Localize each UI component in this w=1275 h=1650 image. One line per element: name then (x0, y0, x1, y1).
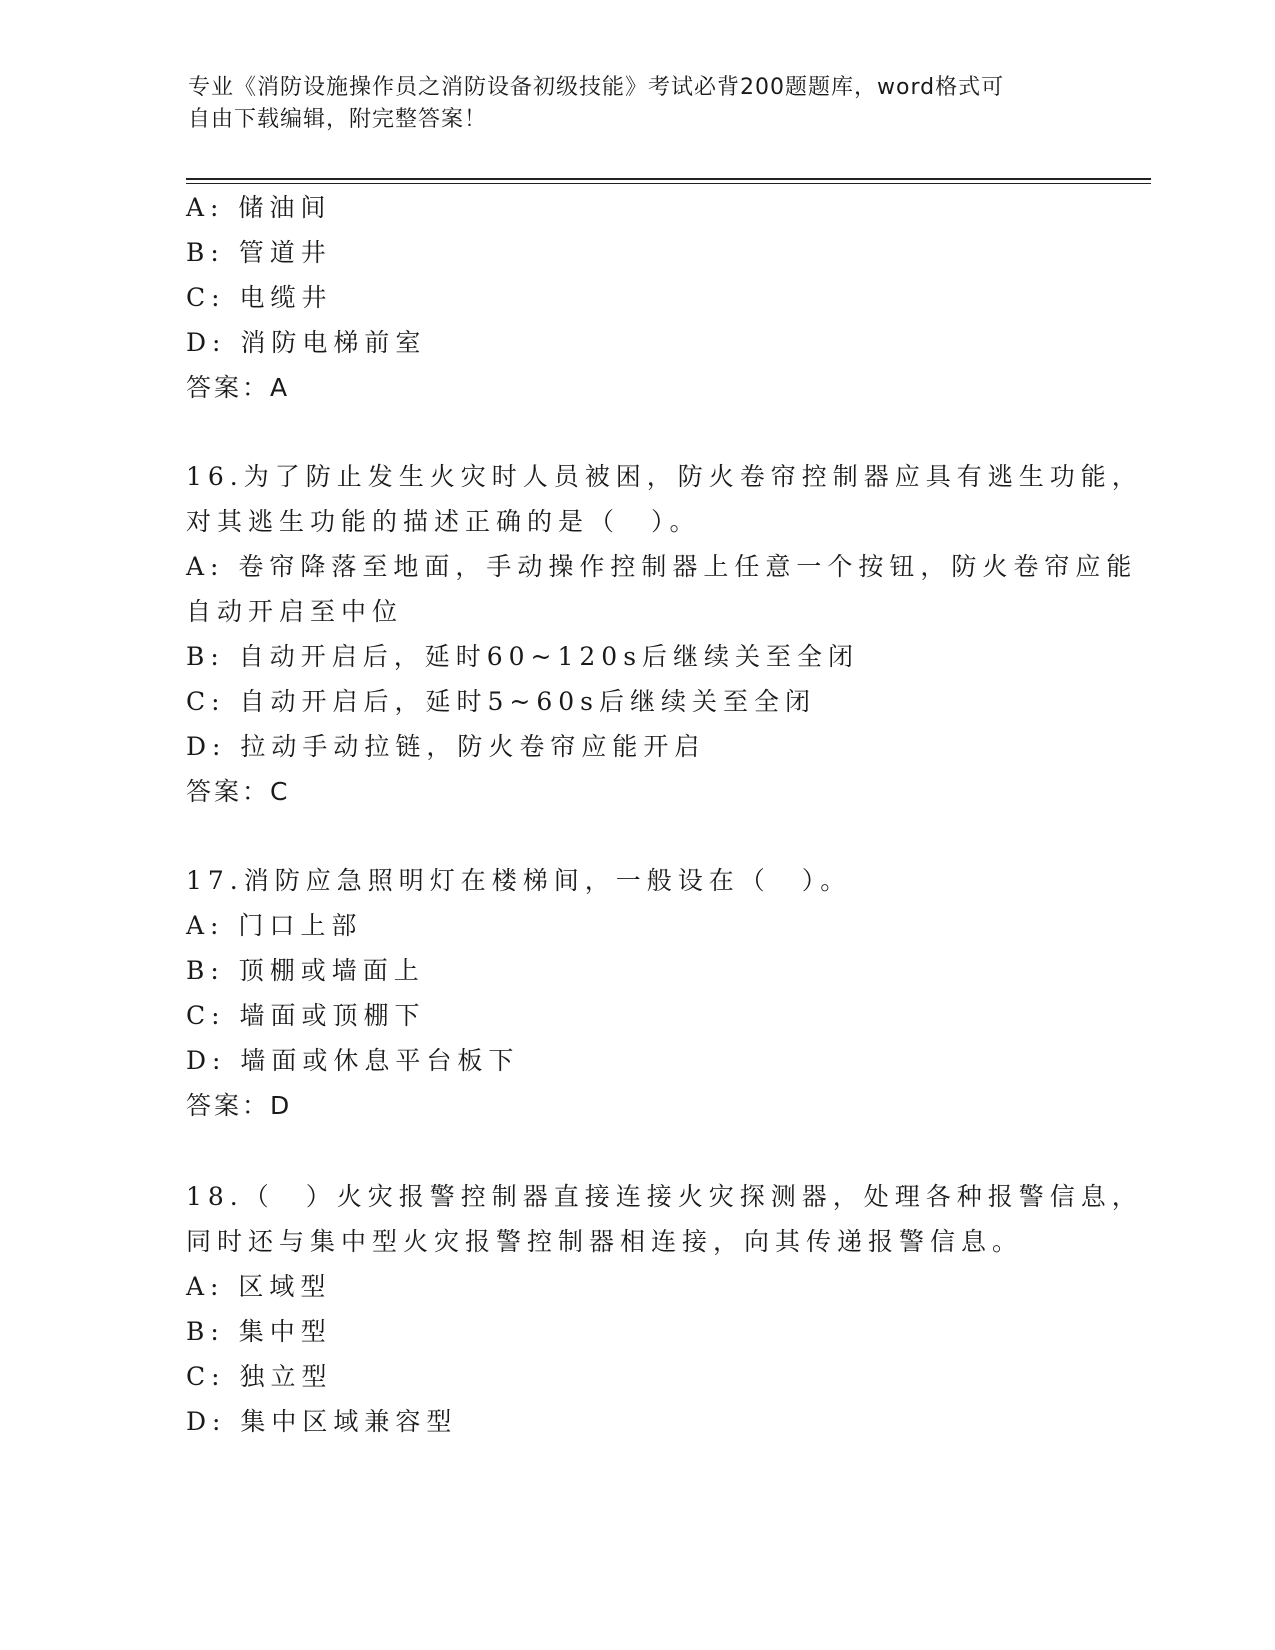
header-line-1: 专业《消防设施操作员之消防设备初级技能》考试必背200题题库，word格式可 (188, 75, 1005, 100)
document-header (188, 72, 1068, 136)
q17-option-c: C: 墙面或顶棚下 (186, 1001, 426, 1030)
q15-option-b: B: 管道井 (186, 238, 332, 267)
header-line-2: 自由下载编辑，附完整答案！ (188, 107, 488, 132)
q18-stem-line-2: 同时还与集中型火灾报警控制器相连接，向其传递报警信息。 (186, 1227, 1024, 1256)
q16-stem-line-1: 16.为了防止发生火灾时人员被困，防火卷帘控制器应具有逃生功能， (186, 462, 1143, 491)
q16-option-b: B: 自动开启后，延时60~120s后继续关至全闭 (186, 642, 860, 671)
q16-option-a-cont: 自动开启至中位 (186, 597, 404, 626)
q18-option-b: B: 集中型 (186, 1317, 332, 1346)
q16-option-d: D: 拉动手动拉链，防火卷帘应能开启 (186, 732, 706, 761)
q16-option-a: A: 卷帘降落至地面，手动操作控制器上任意一个按钮，防火卷帘应能 (186, 552, 1138, 581)
header-divider-thin (186, 183, 1151, 184)
q16-answer: 答案：C (186, 777, 291, 806)
q17-option-a: A: 门口上部 (186, 911, 363, 940)
q15-answer: 答案：A (186, 373, 291, 402)
q18-option-a: A: 区域型 (186, 1272, 332, 1301)
q15-option-a: A: 储油间 (186, 193, 332, 222)
q15-option-d: D: 消防电梯前室 (186, 328, 427, 357)
q15-option-c: C: 电缆井 (186, 283, 333, 312)
q17-option-d: D: 墙面或休息平台板下 (186, 1046, 520, 1075)
q18-option-d: D: 集中区域兼容型 (186, 1407, 458, 1436)
q17-stem: 17.消防应急照明灯在楼梯间，一般设在（ ）。 (186, 866, 852, 895)
q17-answer: 答案：D (186, 1091, 293, 1120)
q18-option-c: C: 独立型 (186, 1362, 333, 1391)
q18-stem-line-1: 18.（ ）火灾报警控制器直接连接火灾探测器，处理各种报警信息， (186, 1182, 1143, 1211)
q17-option-b: B: 顶棚或墙面上 (186, 956, 425, 985)
header-divider-thick (186, 178, 1151, 180)
q16-stem-line-2: 对其逃生功能的描述正确的是（ ）。 (186, 507, 701, 536)
q16-option-c: C: 自动开启后，延时5~60s后继续关至全闭 (186, 687, 816, 716)
